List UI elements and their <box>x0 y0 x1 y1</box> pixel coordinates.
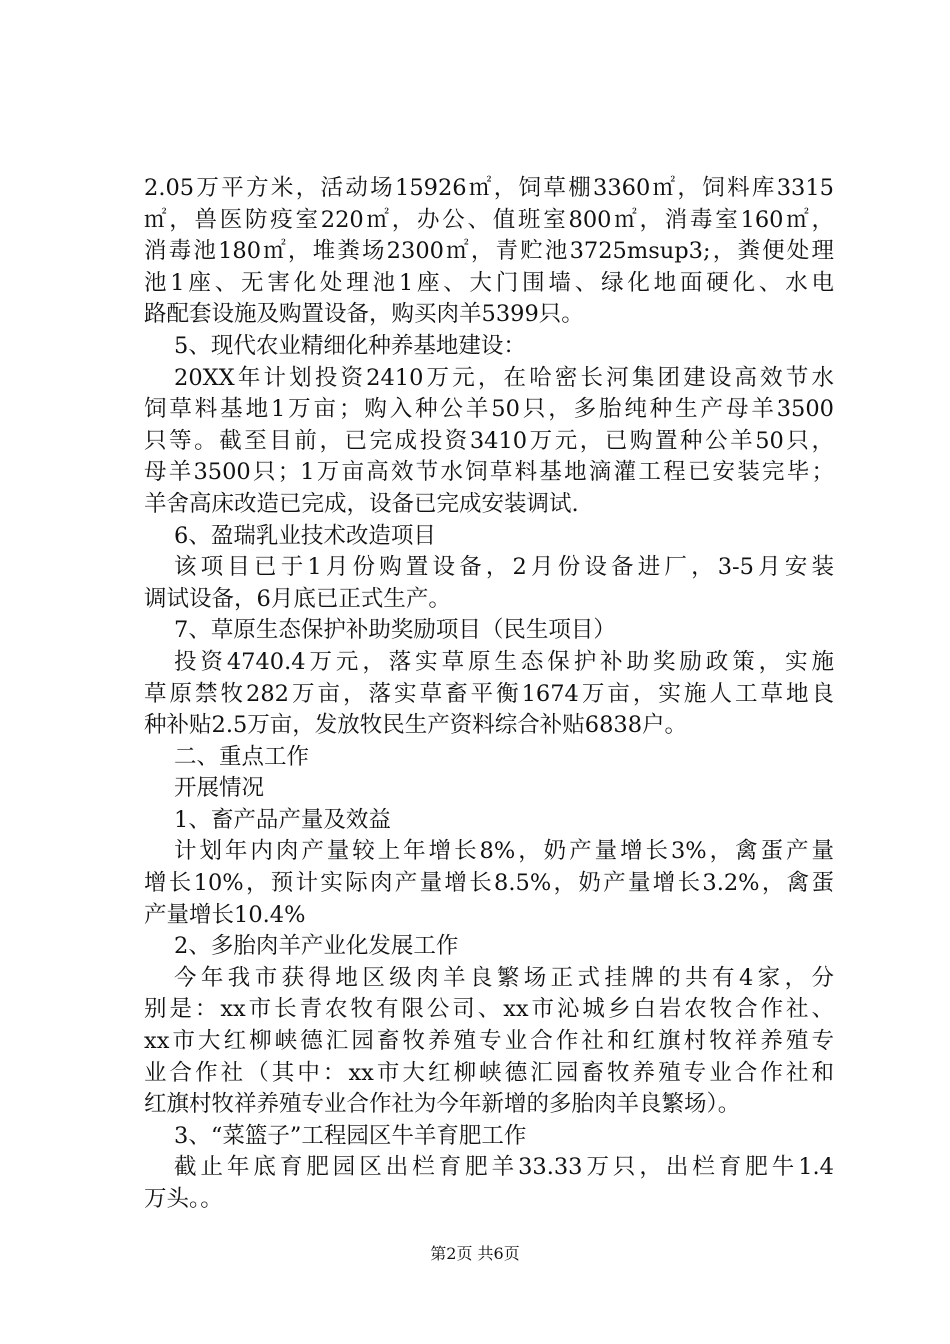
text-line: 该项目已于1月份购置设备，2月份设备进厂，3-5月安装 <box>174 554 834 581</box>
text-line: 增长10%，预计实际肉产量增长8.5%，奶产量增长3.2%，禽蛋 <box>144 870 834 897</box>
section-heading <box>144 521 834 553</box>
text-line: 红旗村牧祥养殖专业合作社为今年新增的多胎肉羊良繁场）。 <box>144 1091 741 1118</box>
section-heading <box>144 773 834 805</box>
section-heading <box>144 742 834 774</box>
text-line: ㎡，兽医防疫室220㎡，办公、值班室800㎡，消毒室160㎡， <box>144 206 834 233</box>
text-line: 产量增长10.4% <box>144 901 306 928</box>
text-line: 6、盈瑞乳业技术改造项目 <box>174 522 436 549</box>
section-heading <box>144 805 834 837</box>
section-heading <box>144 331 834 363</box>
text-line: 母羊3500只；1万亩高效节水饲草料基地滴灌工程已安装完毕； <box>144 459 834 486</box>
paragraph <box>144 963 834 1121</box>
text-line: 投资4740.4万元，落实草原生态保护补助奖励政策，实施 <box>174 648 834 675</box>
text-line: 5、现代农业精细化种养基地建设： <box>174 332 526 359</box>
section-heading <box>144 1121 834 1153</box>
section-heading <box>144 615 834 647</box>
text-line: 别是：xx市长青农牧有限公司、xx市沁城乡白岩农牧合作社、 <box>144 996 834 1023</box>
document-body <box>144 173 834 1216</box>
text-line: 消毒池180㎡，堆粪场2300㎡，青贮池3725msup3;，粪便处理 <box>144 238 834 265</box>
text-line: 业合作社（其中：xx市大红柳峡德汇园畜牧养殖专业合作社和 <box>144 1059 834 1086</box>
text-line: 7、草原生态保护补助奖励项目（民生项目） <box>174 617 616 644</box>
text-line: 路配套设施及购置设备，购买肉羊5399只。 <box>144 301 584 328</box>
paragraph <box>144 173 834 331</box>
paragraph <box>144 552 834 615</box>
text-line: 万头。。 <box>144 1186 223 1212</box>
paragraph <box>144 1152 834 1215</box>
text-line: 羊舍高床改造已完成，设备已完成安装调试. <box>144 490 579 517</box>
paragraph <box>144 836 834 931</box>
text-line: 3、“菜篮子”工程园区牛羊育肥工作 <box>174 1122 527 1149</box>
text-line: xx市大红柳峡德汇园畜牧养殖专业合作社和红旗村牧祥养殖专 <box>144 1028 834 1055</box>
text-line: 调试设备，6月底已正式生产。 <box>144 585 451 612</box>
page-number-footer: 第2页 共6页 <box>430 1244 520 1263</box>
text-line: 计划年内肉产量较上年增长8%，奶产量增长3%，禽蛋产量 <box>174 838 834 865</box>
text-line: 二、重点工作 <box>174 743 310 770</box>
text-line: 开展情况 <box>174 775 265 802</box>
text-line: 种补贴2.5万亩，发放牧民生产资料综合补贴6838户。 <box>144 712 688 739</box>
text-line: 2、多胎肉羊产业化发展工作 <box>174 933 459 960</box>
paragraph <box>144 647 834 742</box>
text-line: 池1座、无害化处理池1座、大门围墙、绿化地面硬化、水电 <box>144 269 834 296</box>
text-line: 截止年底育肥园区出栏育肥羊33.33万只，出栏育肥牛1.4 <box>174 1154 834 1181</box>
paragraph <box>144 363 834 521</box>
text-line: 2.05万平方米，活动场15926㎡，饲草棚3360㎡，饲料库3315 <box>144 175 834 201</box>
text-line: 今年我市获得地区级肉羊良繁场正式挂牌的共有4家，分 <box>174 964 834 991</box>
section-heading <box>144 931 834 963</box>
text-line: 20XX年计划投资2410万元，在哈密长河集团建设高效节水 <box>174 364 834 391</box>
text-line: 1、畜产品产量及效益 <box>174 806 391 833</box>
text-line: 草原禁牧282万亩，落实草畜平衡1674万亩，实施人工草地良 <box>144 680 834 707</box>
text-line: 只等。截至目前，已完成投资3410万元，已购置种公羊50只， <box>144 427 834 454</box>
text-line: 饲草料基地1万亩；购入种公羊50只，多胎纯种生产母羊3500 <box>144 396 834 423</box>
